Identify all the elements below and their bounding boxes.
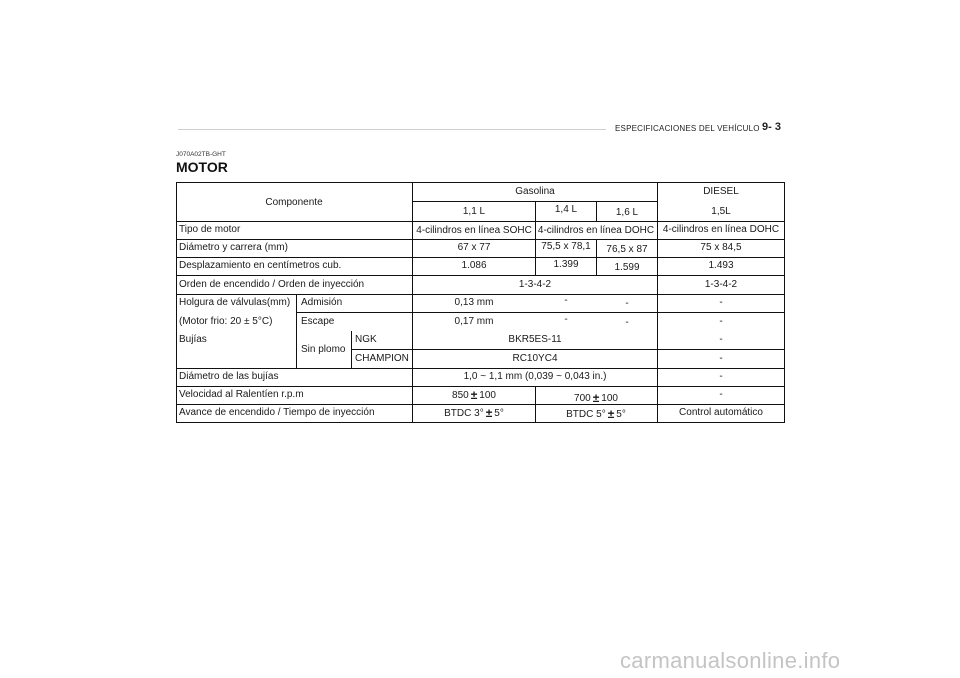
engine-1-1l: 1,1 L [462, 206, 486, 217]
value-escape-1-4l: - [564, 314, 568, 325]
engine-spec-table [176, 182, 785, 423]
label-orden: Orden de encendido / Orden de inyección [179, 279, 365, 290]
value-velocidad-1-1l-tol: 100 [479, 390, 496, 401]
value-disp-1-4l: 1.399 [553, 259, 579, 270]
grid-line [296, 294, 297, 368]
grid-line [177, 239, 784, 240]
engine-1-6l: 1,6 L [615, 207, 639, 218]
plus-minus-icon: ± [607, 407, 615, 421]
value-diametro-diesel: 75 x 84,5 [700, 242, 742, 253]
label-sin-plomo: Sin plomo [301, 344, 346, 355]
plus-minus-icon: ± [470, 388, 478, 402]
value-avance-diesel: Control automático [679, 407, 763, 418]
value-avance-1-4-1-6l-base: BTDC 5° [566, 409, 606, 420]
grid-line [177, 257, 784, 258]
grid-line [296, 312, 784, 313]
value-orden-diesel: 1-3-4-2 [704, 279, 738, 290]
value-ngk-gasolina: BKR5ES-11 [508, 334, 562, 345]
value-diametro-1-1l: 67 x 77 [457, 242, 491, 253]
value-diametro-bujias-gasolina: 1,0 ~ 1,1 mm (0,039 ~ 0,043 in.) [463, 371, 607, 382]
value-velocidad-1-4-1-6l [574, 392, 618, 405]
value-escape-diesel: - [719, 316, 723, 327]
value-tipo-1-4-1-6l: 4-cilindros en línea DOHC [537, 225, 655, 236]
value-velocidad-1-1l-base: 850 [452, 390, 469, 401]
label-diametro-bujias: Diámetro de las bujías [179, 371, 279, 382]
value-avance-1-4-1-6l [566, 408, 626, 421]
value-diametro-bujias-diesel: - [719, 371, 723, 382]
value-escape-1-6l: - [625, 317, 629, 328]
plus-minus-icon: ± [592, 391, 600, 405]
value-diametro-1-6l: 76,5 x 87 [606, 244, 648, 255]
grid-line [177, 368, 784, 369]
engine-1-4l: 1,4 L [554, 204, 578, 215]
label-admision: Admisión [301, 297, 343, 308]
value-velocidad-1-1l [452, 389, 496, 402]
label-bujias: Bujías [179, 334, 207, 345]
grid-line [535, 201, 536, 275]
value-admision-1-6l: - [625, 298, 629, 309]
grid-line [177, 404, 784, 405]
grid-line [412, 201, 657, 202]
grid-line [596, 201, 597, 221]
watermark: carmanualsonline.info [620, 648, 841, 673]
label-motor-frio: (Motor frio: 20 ± 5°C) [179, 316, 273, 327]
value-disp-1-6l: 1.599 [614, 262, 640, 273]
label-champion: CHAMPION [355, 353, 409, 364]
label-diametro: Diámetro y carrera (mm) [179, 242, 288, 253]
label-ngk: NGK [355, 334, 377, 345]
grid-line [177, 275, 784, 276]
grid-line [177, 386, 784, 387]
label-tipo-motor: Tipo de motor [179, 224, 241, 235]
value-tipo-1-1l: 4-cilindros en línea SOHC [416, 225, 532, 236]
grid-line [351, 349, 784, 350]
value-admision-1-4l: - [564, 295, 568, 306]
label-holgura: Holgura de válvulas(mm) [179, 297, 291, 308]
value-velocidad-1-4-1-6l-base: 700 [574, 393, 591, 404]
label-escape: Escape [301, 316, 335, 327]
value-avance-1-1l-base: BTDC 3° [444, 408, 484, 419]
value-velocidad-diesel: - [719, 389, 723, 400]
value-ngk-diesel: - [719, 334, 723, 345]
value-escape-1-1l: 0,17 mm [454, 316, 494, 327]
header-rule [178, 129, 606, 130]
value-disp-1-1l: 1.086 [461, 260, 487, 271]
value-avance-1-1l [444, 407, 504, 420]
component-header: Componente [265, 197, 323, 208]
label-velocidad: Velocidad al Ralentíen r.p.m [179, 389, 304, 400]
diesel-header: DIESEL [703, 186, 739, 197]
value-avance-1-4-1-6l-tol: 5° [616, 409, 626, 420]
value-velocidad-1-4-1-6l-tol: 100 [601, 393, 618, 404]
value-champion-gasolina: RC10YC4 [512, 353, 558, 364]
page-number: 9- 3 [762, 121, 781, 133]
plus-minus-icon: ± [485, 406, 493, 420]
value-disp-diesel: 1.493 [708, 260, 734, 271]
engine-diesel-1-5l: 1,5L [711, 206, 731, 217]
gasolina-header: Gasolina [515, 186, 555, 197]
value-avance-1-1l-tol: 5° [494, 408, 504, 419]
grid-line [177, 294, 784, 295]
header-title: ESPECIFICACIONES DEL VEHÍCULO [615, 124, 760, 133]
grid-line [177, 221, 784, 222]
value-champion-diesel: - [719, 353, 723, 364]
value-admision-1-1l: 0,13 mm [454, 297, 494, 308]
section-code: J070A02TB-GHT [176, 151, 226, 158]
value-admision-diesel: - [719, 297, 723, 308]
section-title: MOTOR [176, 159, 228, 175]
label-avance: Avance de encendido / Tiempo de inyección [179, 407, 375, 418]
value-diametro-1-4l: 75,5 x 78,1 [541, 241, 591, 252]
label-desplazamiento: Desplazamiento en centímetros cub. [179, 260, 342, 271]
value-orden-gasolina: 1-3-4-2 [518, 279, 552, 290]
value-tipo-diesel: 4-cilindros en línea DOHC [662, 224, 780, 235]
